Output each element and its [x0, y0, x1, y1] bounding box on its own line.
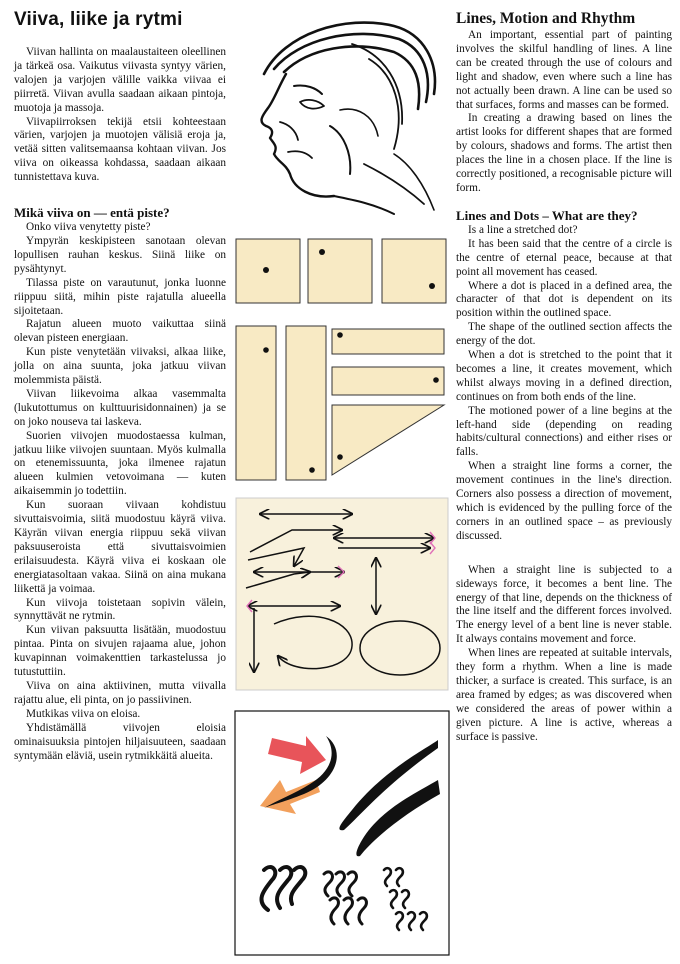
english-body-paragraph: When a straight line forms a corner, the movement continues in the line's direction. Corners also possess a direction of movement, which is evidenced by the pulling force of the corners in an outlined space – as previously discussed. [456, 460, 672, 542]
finnish-body-paragraph: Mutkikas viiva on eloisa. [26, 707, 141, 720]
dot [337, 332, 343, 338]
finnish-title: Viiva, liike ja rytmi [14, 9, 183, 30]
figure-frame [235, 711, 449, 955]
finnish-body-paragraph: Kun suoraan viivaan kohdistuu sivuttaisvoimia, siitä muodostuu käyrä viiva. Käyrän viivan energia riippuu sekä viivan paksuuserοista että sivuttaisvoimien erilaisuudesta. Käyrä viiva ei koskaan ole energiatasoltaan vakaa. Siinä on aina mukana liikettä ja voimaa. [14, 499, 226, 595]
english-body-paragraph: When a straight line is subjected to a sideways force, it becomes a bent line. The energy of that line, depends on the thickness of the line itself and the different forces involved. The energy level of a bent line is never stable. It always contains movement and force. [456, 563, 672, 646]
wide-panel [332, 367, 444, 395]
dot-shapes-figure [234, 323, 450, 483]
triangle-panel [332, 405, 444, 475]
finnish-body-paragraph: Kun viivan paksuutta lisätään, muodostuu pintaa. Pinta on sivujen rajaama alue, johon kuvapinnan voimakenttien tarkastelussa jo tutustuttiin. [14, 624, 226, 679]
finnish-body-paragraph: Tilassa piste on varautunut, jonka luonne riippuu siitä, mihin piste rajatulla alueella sijoitetaan. [14, 276, 226, 317]
dot [429, 283, 435, 289]
tall-panel [286, 326, 326, 480]
english-body-paragraph: Is a line a stretched dot? [468, 223, 578, 236]
square-panel [308, 239, 372, 303]
english-intro-paragraph: An important, essential part of painting involves the skilful handling of lines. A line can be created through the use of colours and light and shadow, even where such a line has not actually been drawn. A line can be used so that surfaces, forms and masses can be formed. [456, 29, 672, 111]
finnish-intro-paragraph: Viivapiirroksen tekijä etsii kohteestaan värien, varjojen ja muotojen välisiä eroja ja, vetää sitten valitsemaansa kohtaan viivan. Jos viiva on oikeassa kohdassa, saadaan aikaan tunnistettava kuva. [14, 115, 226, 184]
dot [337, 454, 343, 460]
finnish-body-paragraph: Yhdistämällä viivojen eloisia ominaisuuksia pintojen hiljaisuuteen, saadaan syntymään eläviä, usein rytmikkäitä alueita. [14, 721, 226, 762]
english-body-paragraph: When lines are repeated at suitable intervals, they form a rhythm. When a line is made thicker, a surface is created. This surface, is an area framed by edges; as was discovered when we considered the areas of power within a given picture. A line is active, whereas a surface is passive. [456, 647, 672, 743]
english-subheading: Lines and Dots – What are they? [456, 207, 638, 223]
english-intro-paragraph: In creating a drawing based on lines the artist looks for different shapes that are formed by colours, shadows and forms. The artist then places the line in a chosen place. If the line is correctly positioned, a recognisable picture will form. [456, 112, 672, 194]
finnish-body-paragraph: Suorien viivojen muodostaessa kulman, jatkuu liike viivojen suuntaan. Myös kulmalla on etenemissuunta, joka ilmenee rajatun alueen kulmien vetovoimana — kuten aikaisemmin jo todettiin. [14, 429, 226, 498]
finnish-body-paragraph: Onko viiva venytetty piste? [26, 221, 151, 234]
english-body-paragraph: When a dot is stretched to the point that it becomes a line, it creates movement, which whilst always moving in a defined direction, continues on from both ends of the line. [456, 349, 672, 403]
english-column [456, 0, 672, 745]
english-title: Lines, Motion and Rhythm [456, 10, 636, 27]
dot [319, 249, 325, 255]
wide-panel [332, 329, 444, 354]
finnish-body-paragraph: Kun piste venytetään viivaksi, alkaa liike, jolla on aina suunta, joka jatkuu viivan molemmista päistä. [14, 346, 226, 387]
face-line-drawing [234, 14, 450, 220]
dot [433, 377, 439, 383]
english-body-paragraph: The shape of the outlined section affects the energy of the dot. [456, 321, 672, 348]
finnish-body-paragraph: Viiva on aina aktiivinen, mutta viivalla rajattu alue, eli pinta, on jo passiivinen. [14, 679, 226, 706]
face-profile [262, 74, 434, 214]
english-body-paragraph: The motioned power of a line begins at the left-hand side (depending on reading habits/cultural connections) and either rises or falls. [456, 404, 672, 459]
hair-strokes [264, 23, 435, 149]
finnish-body-paragraph: Viivan liikevoima alkaa vasemmalta (lukutottumus on kulttuurisidonnainen) ja se on joko nouseva tai laskeva. [14, 387, 226, 428]
finnish-body-paragraph: Rajatun alueen muoto vaikuttaa siinä olevan pisteen energiaan. [14, 318, 226, 345]
finnish-column [14, 0, 226, 763]
movement-arrows-figure [234, 496, 450, 692]
dot [263, 347, 269, 353]
english-body-paragraph: It has been said that the centre of a circle is the centre of eternal peace, because at that point all movement has ceased. [456, 237, 672, 278]
finnish-subheading: Mikä viiva on — entä piste? [14, 205, 170, 221]
tall-panel [236, 326, 276, 480]
dot-squares-figure [234, 236, 450, 306]
dot [309, 467, 315, 473]
finnish-intro-paragraph: Viivan hallinta on maalaustaiteen oleellinen ja tärkeä osa. Vaikutus viivasta syntyy värien, valojen ja varjojen välille vaikka viivaa ei piirretä. Viivan avulla saadaan aikaan pintoja, muotoja ja massoja. [14, 46, 226, 114]
dot [263, 267, 269, 273]
finnish-body-paragraph: Ympyrän keskipisteen sanotaan olevan lopullisen rauhan keskus. Siinä liike on pysähtynyt. [14, 234, 226, 275]
english-body-paragraph: Where a dot is placed in a defined area, the character of that dot is dependent on its position within the outlined space. [456, 279, 672, 320]
finnish-body-paragraph: Kun viivoja toistetaan sopivin välein, synnyttävät ne rytmin. [14, 596, 226, 623]
brush-strokes-figure [234, 710, 450, 956]
square-panel [382, 239, 446, 303]
